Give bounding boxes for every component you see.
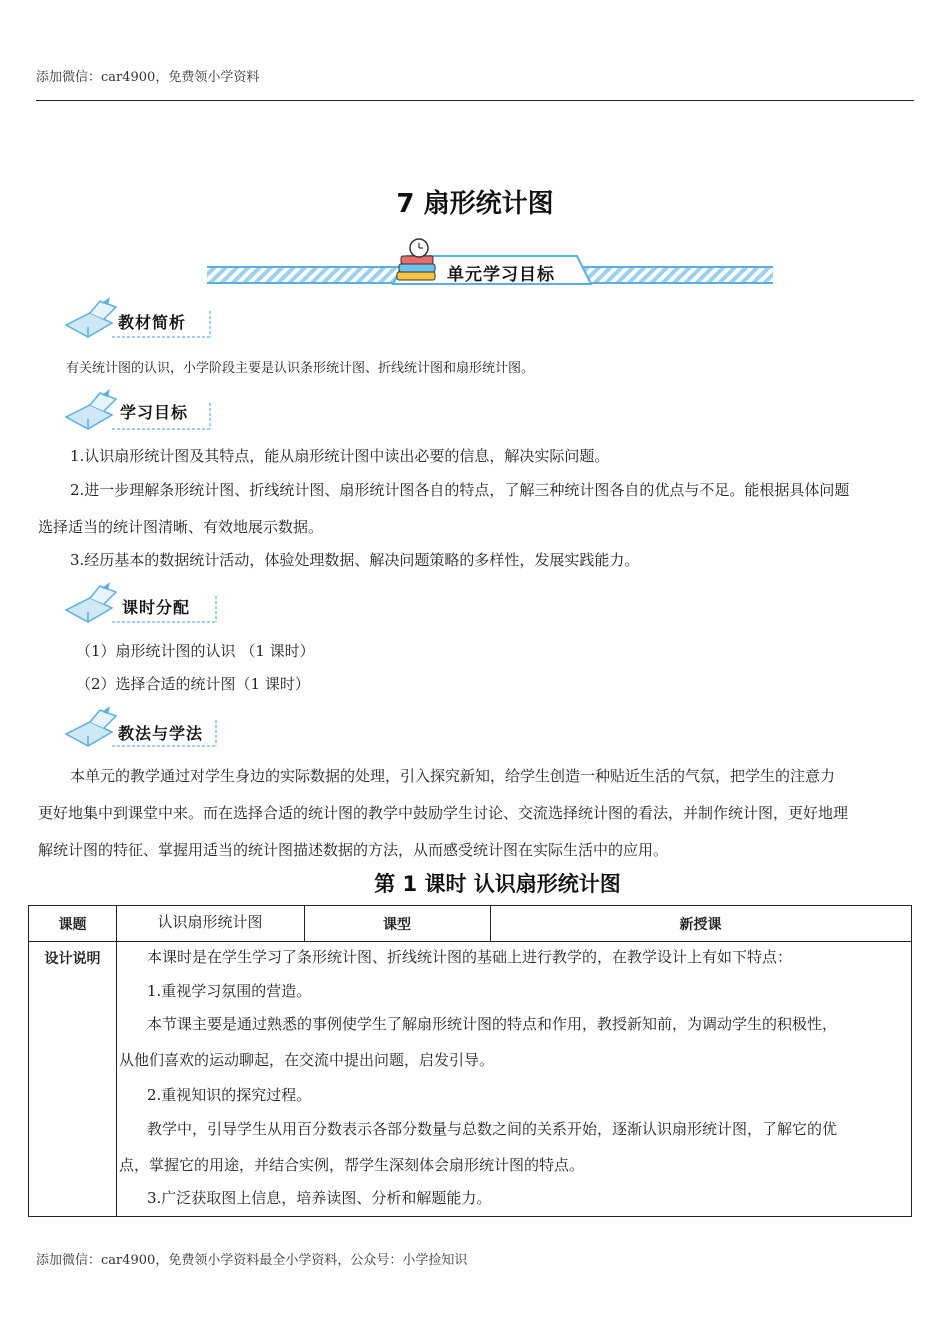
goal-item-continued: 选择适当的统计图清晰、有效地展示数据。: [38, 518, 324, 536]
lesson-title: 第 1 课时 认识扇形统计图: [374, 872, 621, 896]
design-line: 本节课主要是通过熟悉的事例使学生了解扇形统计图的特点和作用，教授新知前，为调动学生的积极性，: [147, 1015, 838, 1033]
type-label: 课型: [383, 917, 411, 933]
section-label: 课时分配: [122, 598, 191, 617]
table-row-divider: [29, 941, 911, 942]
section-label: 教法与学法: [118, 724, 204, 743]
method-paragraph-line: 解统计图的特征、掌握用适当的统计图描述数据的方法，从而感受统计图在实际生活中的应用。: [38, 841, 669, 859]
type-value: 新授课: [679, 917, 722, 933]
goal-item: 2.进一步理解条形统计图、折线统计图、扇形统计图各自的特点，了解三种统计图各自的优点与不足。能根据具体问题: [70, 481, 850, 499]
lesson-table: [28, 905, 912, 1217]
banner-label: 单元学习目标: [447, 265, 555, 285]
design-line: 教学中，引导学生从用百分数表示各部分数量与总数之间的关系开始，逐渐认识扇形统计图，了解它的优: [147, 1120, 838, 1138]
topic-label: 课题: [58, 917, 87, 933]
goal-item: 1.认识扇形统计图及其特点，能从扇形统计图中读出必要的信息，解决实际问题。: [70, 447, 610, 465]
page-title: 7 扇形统计图: [396, 189, 554, 219]
method-paragraph-line: 本单元的教学通过对学生身边的实际数据的处理，引入探究新知，给学生创造一种贴近生活的气氛，把学生的注意力: [70, 767, 836, 785]
header-watermark: 添加微信：car4900，免费领小学资料: [36, 70, 260, 85]
topic-value: 认识扇形统计图: [157, 913, 263, 931]
design-line: 从他们喜欢的运动聊起，在交流中提出问题，启发引导。: [119, 1051, 495, 1069]
design-line: 1.重视学习氛围的营造。: [147, 982, 312, 1000]
method-paragraph-line: 更好地集中到课堂中来。而在选择合适的统计图的教学中鼓励学生讨论、交流选择统计图的看法，并制作统计图，更好地理: [38, 804, 849, 822]
header-divider: [36, 100, 914, 101]
footer-watermark: 添加微信：car4900，免费领小学资料最全小学资料，公众号：小学捡知识: [36, 1253, 468, 1268]
design-line: 点，掌握它的用途，并结合实例，帮学生深刻体会扇形统计图的特点。: [119, 1156, 585, 1174]
design-line: 3.广泛获取图上信息，培养读图、分析和解题能力。: [147, 1189, 492, 1207]
section-header-method: [64, 706, 224, 750]
section-label: 教材简析: [118, 313, 187, 332]
textbook-summary: 有关统计图的认识，小学阶段主要是认识条形统计图、折线统计图和扇形统计图。: [66, 361, 535, 376]
design-line: 本课时是在学生学习了条形统计图、折线统计图的基础上进行教学的，在教学设计上有如下特点：: [147, 948, 793, 966]
design-line: 2.重视知识的探究过程。: [147, 1086, 312, 1104]
section-header-textbook: [64, 297, 224, 341]
schedule-item: （1）扇形统计图的认识 （1 课时）: [76, 642, 315, 660]
goal-item: 3.经历基本的数据统计活动，体验处理数据、解决问题策略的多样性，发展实践能力。: [70, 551, 640, 569]
design-label: 设计说明: [44, 951, 101, 967]
section-header-schedule: [64, 582, 224, 626]
section-label: 学习目标: [120, 403, 189, 422]
schedule-item: （2）选择合适的统计图（1 课时）: [76, 675, 310, 693]
section-header-goals: [64, 389, 224, 433]
unit-goals-banner: [207, 238, 773, 286]
books-clock-icon: [393, 238, 443, 286]
table-col-divider: [116, 906, 117, 1216]
